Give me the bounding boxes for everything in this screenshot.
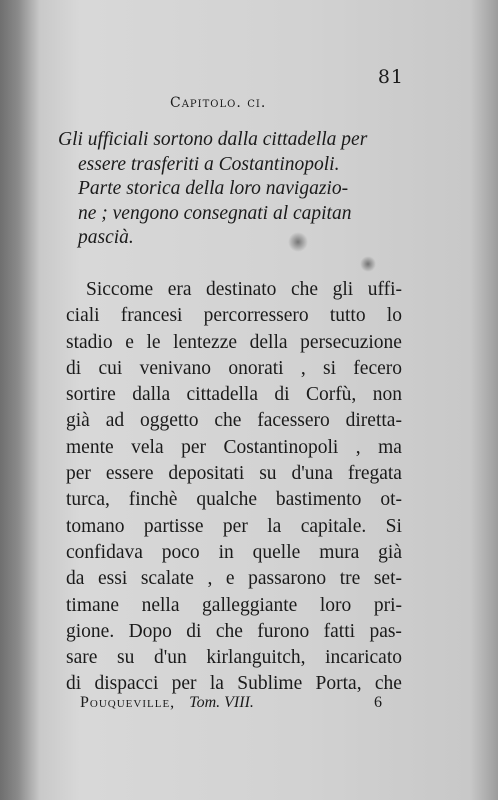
word: timane — [66, 594, 120, 616]
word: incaricato — [325, 647, 402, 669]
word: di — [274, 384, 290, 406]
word: essere — [105, 463, 154, 485]
word: che — [290, 279, 319, 300]
word: cui — [98, 357, 123, 379]
word: d'una — [291, 463, 333, 485]
body-line — [66, 514, 402, 540]
body-line — [66, 435, 402, 461]
body-line — [66, 593, 402, 619]
body-line — [66, 277, 402, 303]
word: di — [186, 620, 202, 642]
footer-author: Pouqueville, — [80, 694, 176, 711]
word: diretta- — [345, 410, 402, 432]
body-line — [66, 645, 402, 671]
body-line — [66, 408, 402, 434]
chapter-heading: Capitolo. ci. — [170, 95, 267, 111]
word: capitale. — [300, 515, 367, 537]
word: venivano — [139, 357, 212, 379]
word: destinato — [206, 279, 277, 300]
word: Corfù, — [305, 384, 357, 406]
word: ot- — [380, 489, 402, 511]
word: Dopo — [128, 620, 172, 642]
word: uffi- — [367, 279, 402, 300]
body-line — [66, 566, 402, 592]
word: galleggiante — [202, 594, 298, 616]
page-number: 81 — [377, 66, 404, 88]
word: che — [214, 410, 242, 432]
word: onorati — [228, 357, 284, 379]
word: le — [146, 331, 161, 353]
word: fregata — [347, 463, 402, 485]
word: di — [66, 357, 82, 379]
word: ciali — [66, 305, 100, 327]
word: nella — [141, 594, 180, 616]
word: e — [225, 568, 235, 590]
word: dispacci — [94, 673, 159, 695]
word: francesi — [120, 305, 183, 327]
chapter-summary — [58, 128, 403, 251]
summary-line: essere trasferiti a Costantinopoli. — [78, 153, 340, 175]
ink-smudge — [360, 256, 376, 272]
word: facessero — [257, 410, 330, 432]
page-footer — [80, 694, 400, 712]
word: pas- — [369, 620, 402, 642]
word: , — [300, 357, 306, 379]
word: partisse — [143, 515, 204, 537]
word: su — [117, 647, 135, 669]
body-line — [66, 330, 402, 356]
word: per — [171, 673, 197, 695]
word: cittadella — [186, 384, 258, 406]
footer-volume: Tom. VIII. — [189, 694, 254, 711]
body-line — [66, 382, 402, 408]
word: per — [181, 436, 206, 458]
word: Costantinopoli — [223, 436, 339, 458]
word: dalla — [132, 384, 171, 406]
word: che — [215, 620, 243, 642]
word: era — [167, 279, 192, 300]
word: sortire — [66, 384, 116, 406]
word: lo — [386, 305, 402, 327]
word: si — [323, 357, 337, 379]
word: Siccome — [86, 279, 154, 300]
word: ad — [105, 410, 125, 432]
word: bastimento — [275, 489, 362, 511]
word: in — [218, 541, 234, 563]
word: su — [259, 463, 277, 485]
word: mente — [66, 436, 114, 458]
word: , — [355, 436, 361, 458]
body-line — [66, 303, 402, 329]
word: non — [372, 384, 402, 406]
word: la — [209, 673, 224, 695]
word: di — [66, 673, 82, 695]
word: persecuzione — [300, 331, 402, 353]
body-line — [66, 619, 402, 645]
word: tre — [339, 568, 361, 590]
word: mura — [319, 541, 360, 563]
word: essi — [97, 568, 128, 590]
word: Porta, — [315, 673, 362, 695]
word: qualche — [196, 489, 257, 511]
word: lentezze — [173, 331, 238, 353]
word: Si — [385, 515, 402, 537]
word: vela — [131, 436, 164, 458]
word: tomano — [66, 515, 125, 537]
word: per — [222, 515, 248, 537]
summary-line: Parte storica della loro navigazio- — [78, 178, 349, 199]
word: già — [378, 541, 402, 563]
word: sare — [66, 647, 98, 669]
word: poco — [161, 541, 200, 563]
word: depositati — [168, 463, 245, 485]
word: e — [125, 331, 134, 353]
word: kirlanguitch, — [206, 647, 306, 669]
word: stadio — [66, 331, 113, 353]
summary-line: Gli ufficiali sortono dalla cittadella per — [58, 129, 368, 150]
word: Sublime — [237, 673, 303, 695]
word: scalate — [140, 568, 194, 590]
word: quelle — [252, 541, 301, 563]
summary-line: pascià. — [78, 227, 134, 248]
word: gli — [332, 279, 354, 300]
word: per — [66, 463, 91, 485]
word: gione. — [66, 620, 115, 642]
word: loro — [319, 594, 352, 616]
word: set- — [373, 568, 402, 590]
word: oggetto — [139, 410, 199, 432]
signature-mark: 6 — [374, 694, 382, 711]
word: ma — [378, 436, 402, 458]
word: della — [249, 331, 288, 353]
body-line — [66, 461, 402, 487]
word: , — [207, 568, 213, 590]
body-line — [66, 487, 402, 513]
body-line — [66, 540, 402, 566]
word: già — [66, 410, 90, 432]
word: fatti — [323, 620, 356, 642]
word: confidava — [66, 541, 143, 563]
word: furono — [257, 620, 310, 642]
word: la — [267, 515, 282, 537]
word: turca, — [66, 489, 110, 511]
body-paragraph — [66, 277, 402, 698]
word: che — [374, 673, 402, 695]
word: pri- — [373, 594, 402, 616]
body-line — [66, 356, 402, 382]
word: da — [66, 568, 85, 590]
word: finchè — [128, 489, 178, 511]
word: d'un — [154, 647, 187, 669]
word: passarono — [248, 568, 327, 590]
word: percorressero — [203, 305, 309, 327]
word: tutto — [329, 305, 366, 327]
word: fecero — [353, 357, 402, 379]
summary-line: ne ; vengono consegnati al capitan — [78, 202, 352, 224]
